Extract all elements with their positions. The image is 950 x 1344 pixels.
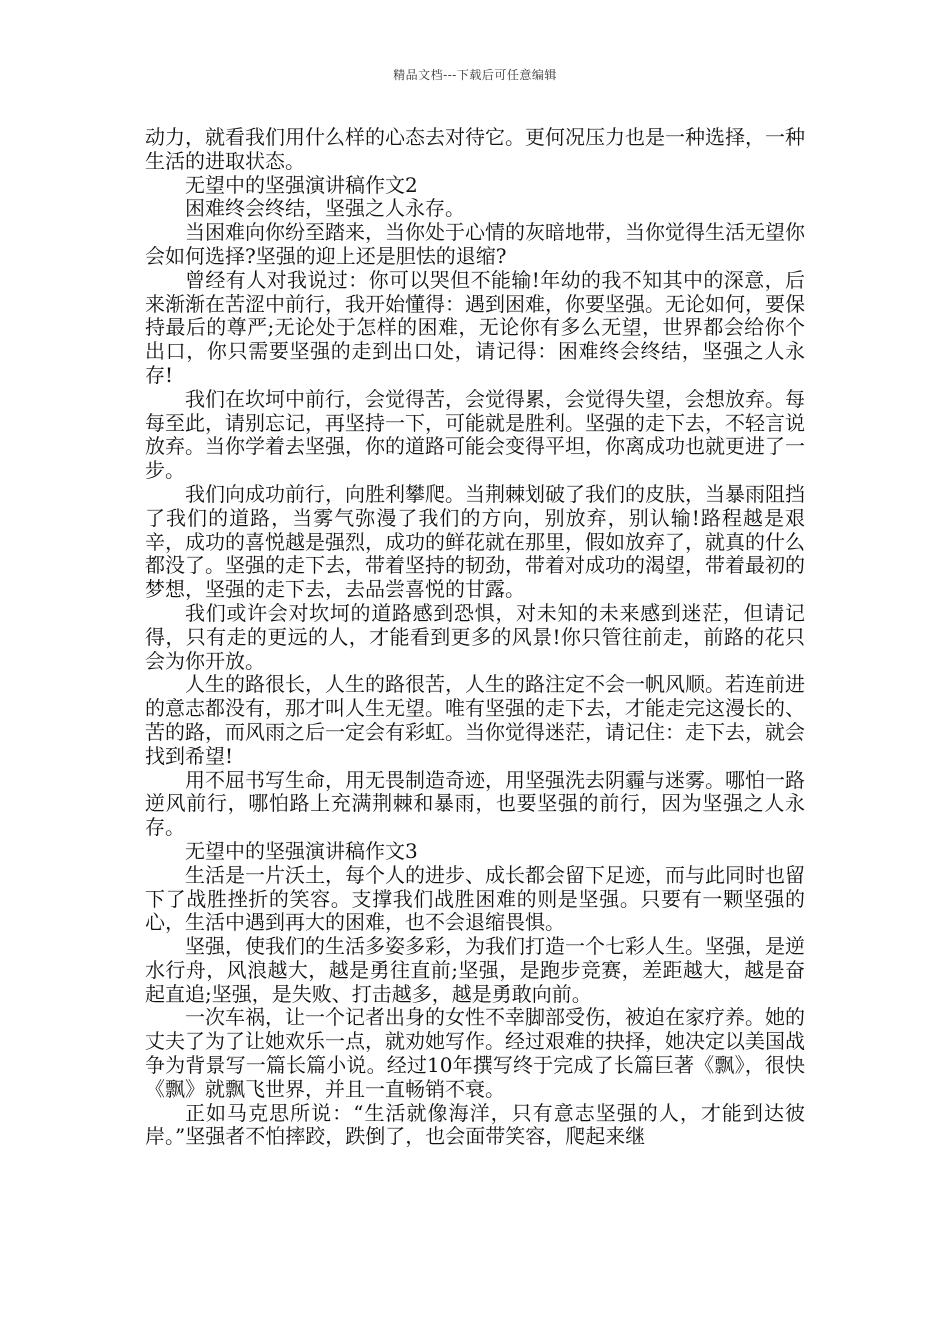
paragraph: 曾经有人对我说过：你可以哭但不能输!年幼的我不知其中的深意，后来渐渐在苦涩中前行，我开始懂得：遇到困难，你要坚强。无论如何，要保持最后的尊严;无论处于怎样的困难，无论你有多么无望，世界都会给你个出口，你只需要坚强的走到出口处，请记得：困难终会终结，坚强之人永存!: [145, 267, 805, 387]
paragraph: 困难终会终结，坚强之人永存。: [185, 196, 465, 221]
paragraph: 用不屈书写生命，用无畏制造奇迹，用坚强洗去阴霾与迷雾。哪怕一路逆风前行，哪怕路上充满荆棘和暴雨，也要坚强的前行，因为坚强之人永存。: [145, 767, 805, 840]
section-heading-3: 无望中的坚强演讲稿作文3: [185, 838, 418, 863]
paragraph: 生活是一片沃土，每个人的进步、成长都会留下足迹，而与此同时也留下了战胜挫折的笑容。支撑我们战胜困难的则是坚强。只要有一颗坚强的心，生活中遇到再大的困难，也不会退缩畏惧。: [145, 862, 805, 935]
section-heading-2: 无望中的坚强演讲稿作文2: [185, 172, 418, 197]
paragraph-continuation: 动力，就看我们用什么样的心态去对待它。更何况压力也是一种选择，一种生活的进取状态。: [145, 125, 805, 173]
paragraph: 坚强，使我们的生活多姿多彩，为我们打造一个七彩人生。坚强，是逆水行舟，风浪越大，越是勇往直前;坚强，是跑步竞赛，差距越大，越是奋起直追;坚强，是失败、打击越多，越是勇敢向前。: [145, 934, 805, 1006]
paragraph: 我们在坎坷中前行，会觉得苦，会觉得累，会觉得失望，会想放弃。每每至此，请别忘记，再坚持一下，可能就是胜利。坚强的走下去，不轻言说放弃。当你学着去坚强，你的道路可能会变得平坦，你离成功也就更进了一步。: [145, 386, 805, 483]
paragraph: 正如马克思所说：“生活就像海洋，只有意志坚强的人，才能到达彼岸。”坚强者不怕摔跤，跌倒了，也会面带笑容，爬起来继: [145, 1100, 805, 1149]
paragraph: 当困难向你纷至踏来，当你处于心情的灰暗地带，当你觉得生活无望你会如何选择?坚强的迎上还是胆怯的退缩?: [145, 220, 805, 268]
paragraph: 人生的路很长，人生的路很苦，人生的路注定不会一帆风顺。若连前进的意志都没有，那才叫人生无望。唯有坚强的走下去，才能走完这漫长的、苦的路，而风雨之后一定会有彩虹。当你觉得迷茫，请记住：走下去，就会找到希望!: [145, 672, 805, 768]
page-header: 精品文档---下载后可任意编辑: [393, 68, 557, 82]
paragraph: 我们向成功前行，向胜利攀爬。当荆棘划破了我们的皮肤，当暴雨阻挡了我们的道路，当雾气弥漫了我们的方向，别放弃，别认输!路程越是艰辛，成功的喜悦越是强烈，成功的鲜花就在那里，假如放弃了，就真的什么都没了。坚强的走下去，带着坚持的韧劲，带着对成功的渴望，带着最初的梦想，坚强的走下去，去品尝喜悦的甘露。: [145, 481, 805, 602]
document-body: [145, 126, 805, 1149]
paragraph: 一次车祸，让一个记者出身的女性不幸脚部受伤，被迫在家疗养。她的丈夫了为了让她欢乐一点，就劝她写作。经过艰难的抉择，她决定以美国战争为背景写一篇长篇小说。经过10年撰写终于完成了长篇巨著《飘》，很快《飘》就飘飞世界，并且一直畅销不衰。: [145, 1005, 805, 1101]
paragraph: 我们或许会对坎坷的道路感到恐惧，对未知的未来感到迷茫，但请记得，只有走的更远的人，才能看到更多的风景!你只管往前走，前路的花只会为你开放。: [145, 600, 805, 673]
